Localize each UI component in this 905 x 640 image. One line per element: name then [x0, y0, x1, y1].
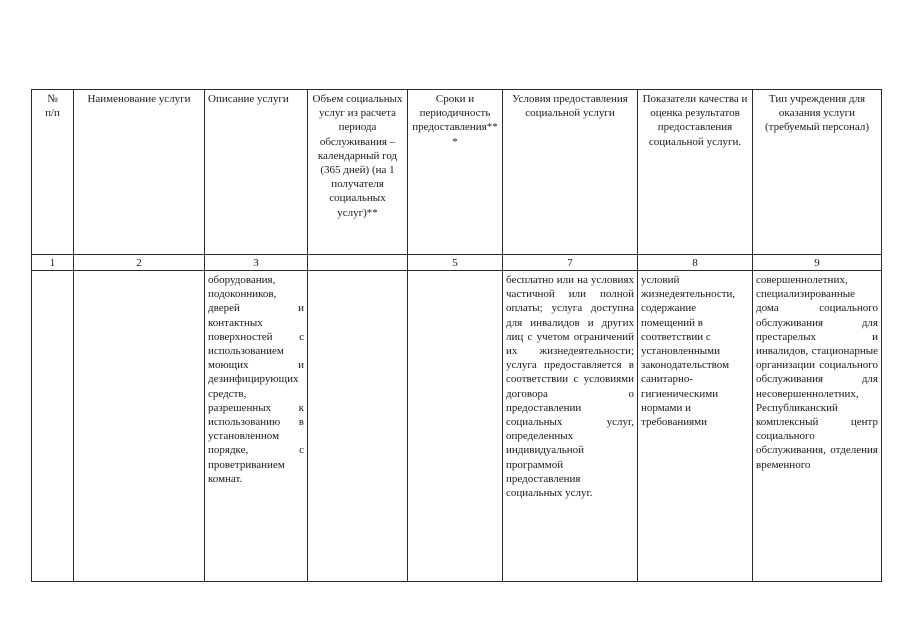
column-number: 3: [205, 255, 308, 271]
column-numbers-row: [32, 255, 882, 271]
header-number: № п/п: [32, 90, 74, 255]
cell-quality-indicators: условий жизнедеятельности, содержание помещений в соответствии с установленными законодательством санитарно-гигиеническими нормами и требованиями: [638, 271, 753, 582]
header-quality-indicators: Показатели качества и оценка результатов предоставления социальной услуги.: [638, 90, 753, 255]
services-table: [31, 89, 882, 582]
header-service-volume: Объем социальных услуг из расчета периода обслуживания – календарный год (365 дней) (на 1 получателя социальных услуг)**: [308, 90, 408, 255]
cell-service-name: [74, 271, 205, 582]
column-number: 5: [408, 255, 503, 271]
cell-institution-type: совершеннолетних, специализированные дома социального обслуживания для престарелых и инвалидов, стационарные организации социального обслуживания для несовершеннолетних, Республиканский комплексный центр социального обслуживания, отделения временного: [753, 271, 882, 582]
header-service-name: Наименование услуги: [74, 90, 205, 255]
cell-terms-frequency: [408, 271, 503, 582]
header-terms-frequency: Сроки и периодичность предоставления***: [408, 90, 503, 255]
header-service-description: Описание услуги: [205, 90, 308, 255]
header-row: [32, 90, 882, 255]
cell-conditions: бесплатно или на условиях частичной или полной оплаты; услуга доступна для инвалидов и других лиц с учетом ограничений их жизнедеятельности; услуга предоставляется в соответствии с условиями договора о предоставлении социальных услуг, определенных индивидуальной программой предоставления социальных услуг.: [503, 271, 638, 582]
header-conditions: Условия предоставления социальной услуги: [503, 90, 638, 255]
cell-number: [32, 271, 74, 582]
column-number: [308, 255, 408, 271]
table-row: [32, 271, 882, 582]
header-institution-type: Тип учреждения для оказания услуги (требуемый персонал): [753, 90, 882, 255]
cell-service-volume: [308, 271, 408, 582]
column-number: 1: [32, 255, 74, 271]
column-number: 2: [74, 255, 205, 271]
column-number: 7: [503, 255, 638, 271]
column-number: 9: [753, 255, 882, 271]
cell-service-description: оборудования, подоконников, дверей и контактных поверхностей с использованием моющих и дезинфицирующих средств, разрешенных к использованию в установленном порядке, с проветриванием комнат.: [205, 271, 308, 582]
column-number: 8: [638, 255, 753, 271]
